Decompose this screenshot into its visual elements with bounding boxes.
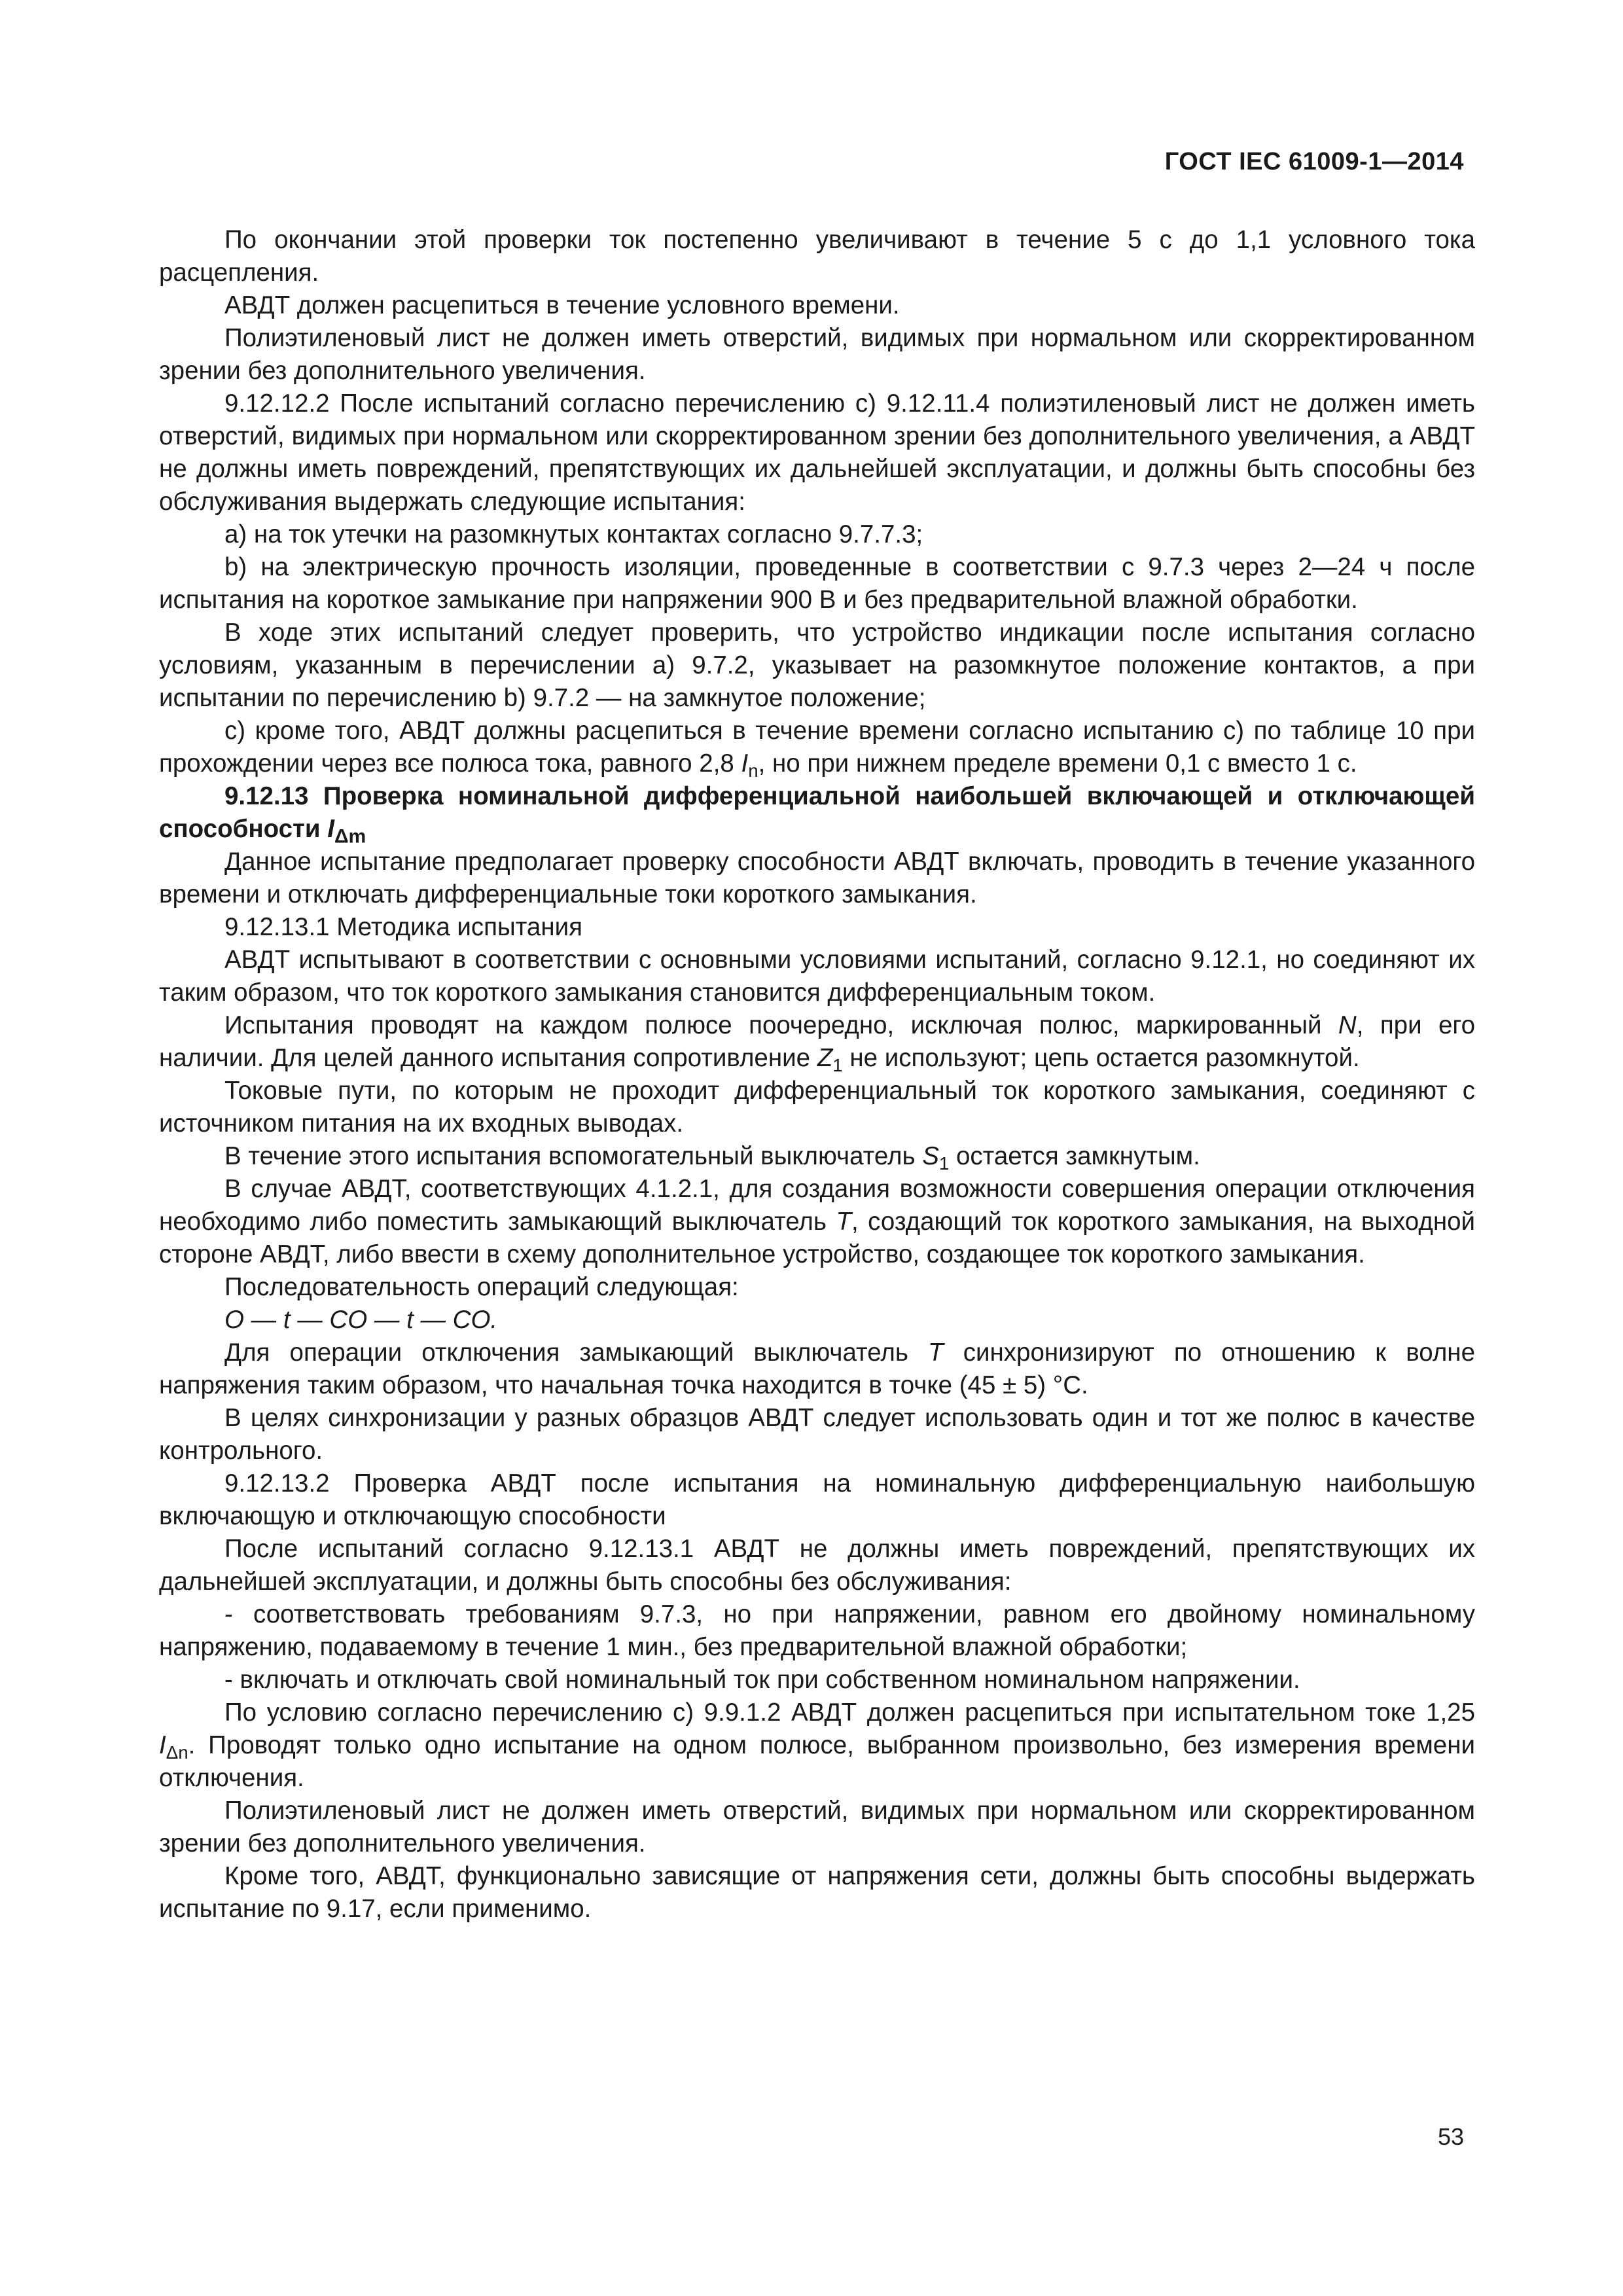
paragraph: Полиэтиленовый лист не должен иметь отверстий, видимых при нормальном или скорректированном зрении без дополнительного увеличения.	[159, 324, 1475, 385]
paragraph: Данное испытание предполагает проверку способности АВДТ включать, проводить в течение указанного времени и отключать дифференциальные токи короткого замыкания.	[159, 848, 1475, 908]
text-run: В течение этого испытания вспомогательный выключатель	[224, 1142, 923, 1170]
subsection-heading-9-12-13-2: 9.12.13.2 Проверка АВДТ после испытания на номинальную дифференциальную наибольшую включающую и отключающую способности	[159, 1469, 1475, 1530]
paragraph: Токовые пути, по которым не проходит дифференциальный ток короткого замыкания, соединяют с источником питания на их входных выводах.	[159, 1077, 1475, 1138]
text-run: . Проводят только одно испытание на одном полюсе, выбранном произвольно, без измерения времени отключения.	[159, 1731, 1475, 1792]
subsection-heading-9-12-13-1: 9.12.13.1 Методика испытания	[224, 913, 582, 941]
text-run: , но при нижнем пределе времени 0,1 с вместо 1 с.	[758, 749, 1357, 778]
symbol-subscript: Δn	[166, 1742, 188, 1763]
paragraph	[159, 1696, 1475, 1795]
symbol-t: T	[836, 1208, 851, 1236]
paragraph: Кроме того, АВДТ, функционально зависящие от напряжения сети, должны быть способны выдержать испытание по 9.17, если применимо.	[159, 1862, 1475, 1923]
symbol-subscript: 1	[938, 1153, 950, 1174]
paragraph: В целях синхронизации у разных образцов АВДТ следует использовать один и тот же полюс в качестве контрольного.	[159, 1404, 1475, 1465]
symbol-n: N	[1338, 1011, 1357, 1039]
text-run: остается замкнутым.	[949, 1142, 1200, 1170]
text-run: не используют; цепь остается разомкнутой.	[842, 1044, 1360, 1072]
heading-text: 9.12.13 Проверка номинальной дифференциальной наибольшей включающей и отключающей способности	[159, 782, 1475, 843]
paragraph: Последовательность операций следующая:	[224, 1273, 739, 1301]
page-number: 53	[1437, 2123, 1464, 2150]
section-heading-9-12-13	[159, 780, 1475, 846]
list-item-dash: - соответствовать требованиям 9.7.3, но при напряжении, равном его двойному номинальному напряжению, подаваемому в течение 1 мин., без предварительной влажной обработки;	[159, 1600, 1475, 1661]
symbol-current: I	[327, 815, 334, 843]
text-run: Для операции отключения замыкающий выключатель	[224, 1338, 929, 1367]
paragraph	[159, 1009, 1475, 1075]
text-run: По условию согласно перечислению с) 9.9.1.2 АВДТ должен расцепиться при испытательном токе 1,25	[224, 1698, 1475, 1727]
symbol-z: Z	[817, 1044, 833, 1072]
symbol-subscript: Δm	[334, 825, 366, 848]
paragraph	[159, 1336, 1475, 1402]
clause-9-12-12-2: 9.12.12.2 После испытаний согласно перечислению с) 9.12.11.4 полиэтиленовый лист не должен иметь отверстий, видимых при нормальном или скорректированном зрении без дополнительного увеличения, а АВДТ не должны иметь повреждений, препятствующих их дальнейшей эксплуатации, и должны быть способны без обслуживания выдержать следующие испытания:	[159, 389, 1475, 516]
text-run: В случае АВДТ, соответствующих 4.1.2.1, для создания возможности совершения операции отключения необходимо либо поместить замыкающий выключатель	[159, 1175, 1475, 1236]
list-item-b: b) на электрическую прочность изоляции, проведенные в соответствии с 9.7.3 через 2—24 ч после испытания на короткое замыкание при напряжении 900 В и без предварительной влажной обработки.	[159, 553, 1475, 614]
text-run: , создающий ток короткого замыкания, на выходной стороне АВДТ, либо ввести в схему дополнительное устройство, создающее ток короткого замыкания.	[159, 1208, 1475, 1268]
paragraph: В ходе этих испытаний следует проверить, что устройство индикации после испытания согласно условиям, указанным в перечислении а) 9.7.2, указывает на разомкнутое положение контактов, а при испытании по перечислению b) 9.7.2 — на замкнутое положение;	[159, 619, 1475, 712]
text-run: синхронизируют по отношению к волне напряжения таким образом, что начальная точка находится в точке (45 ± 5) °С.	[159, 1338, 1475, 1399]
text-run: Испытания проводят на каждом полюсе поочередно, исключая полюс, маркированный	[224, 1011, 1338, 1039]
text-run: с) кроме того, АВДТ должны расцепиться в течение времени согласно испытанию с) по таблице 10 при прохождении через все полюса тока, равного 2,8	[159, 717, 1475, 778]
symbol-subscript: 1	[832, 1054, 843, 1075]
paragraph: После испытаний согласно 9.12.13.1 АВДТ не должны иметь повреждений, препятствующих их дальнейшей эксплуатации, и должны быть способны без обслуживания:	[159, 1535, 1475, 1596]
operation-sequence: O — t — CO — t — CO.	[224, 1306, 498, 1334]
paragraph	[159, 1140, 1475, 1173]
symbol-current: I	[741, 749, 749, 778]
paragraph: Полиэтиленовый лист не должен иметь отверстий, видимых при нормальном или скорректированном зрении без дополнительного увеличения.	[159, 1797, 1475, 1857]
document-header: ГОСТ IEC 61009-1—2014	[1164, 148, 1464, 175]
symbol-subscript: n	[748, 760, 758, 781]
paragraph	[159, 1173, 1475, 1271]
symbol-s: S	[922, 1142, 939, 1170]
text-run: , при его наличии. Для целей данного испытания сопротивление	[159, 1011, 1475, 1072]
paragraph: АВДТ испытывают в соответствии с основными условиями испытаний, согласно 9.12.1, но соединяют их таким образом, что ток короткого замыкания становится дифференциальным током.	[159, 946, 1475, 1007]
list-item-c	[159, 715, 1475, 780]
symbol-current: I	[159, 1731, 166, 1759]
paragraph: АВДТ должен расцепиться в течение условного времени.	[224, 291, 900, 319]
list-item-dash: - включать и отключать свой номинальный ток при собственном номинальном напряжении.	[224, 1666, 1300, 1694]
list-item-a: a) на ток утечки на разомкнутых контактах согласно 9.7.7.3;	[224, 520, 923, 548]
document-body	[159, 224, 1475, 1926]
symbol-t: T	[928, 1338, 944, 1367]
paragraph: По окончании этой проверки ток постепенно увеличивают в течение 5 с до 1,1 условного тока расцепления.	[159, 226, 1475, 287]
